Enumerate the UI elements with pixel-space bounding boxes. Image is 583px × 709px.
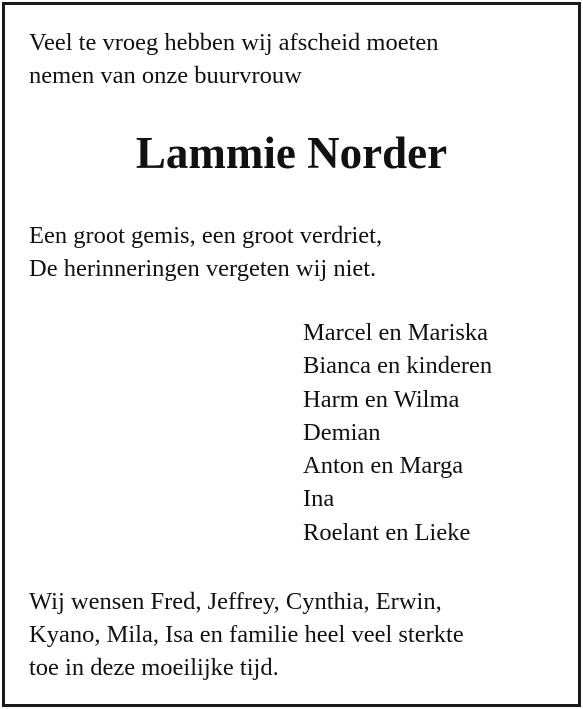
closing-message: [29, 585, 464, 684]
signatory: Demian: [303, 418, 381, 446]
signatory: Bianca en kinderen: [303, 352, 493, 380]
poem-line: Een groot gemis, een groot verdriet,: [29, 222, 383, 249]
intro-line: nemen van onze buurvrouw: [29, 62, 302, 89]
intro-line: Veel te vroeg hebben wij afscheid moeten: [29, 29, 439, 56]
signatories-list: [303, 316, 492, 549]
signatory: Anton en Marga: [303, 452, 464, 480]
poem-line: De herinneringen vergeten wij niet.: [29, 255, 377, 282]
signatory: Marcel en Mariska: [303, 319, 489, 346]
closing-line: Kyano, Mila, Isa en familie heel veel sterkte: [29, 621, 464, 648]
deceased-name: Lammie Norder: [135, 128, 448, 178]
signatory: Roelant en Lieke: [303, 518, 471, 546]
signatory: Ina: [303, 485, 335, 513]
intro-text: [29, 26, 439, 92]
poem: [29, 219, 382, 285]
signatory: Harm en Wilma: [303, 385, 460, 413]
closing-line: Wij wensen Fred, Jeffrey, Cynthia, Erwin,: [29, 588, 442, 615]
closing-line: toe in deze moeilijke tijd.: [29, 654, 279, 681]
